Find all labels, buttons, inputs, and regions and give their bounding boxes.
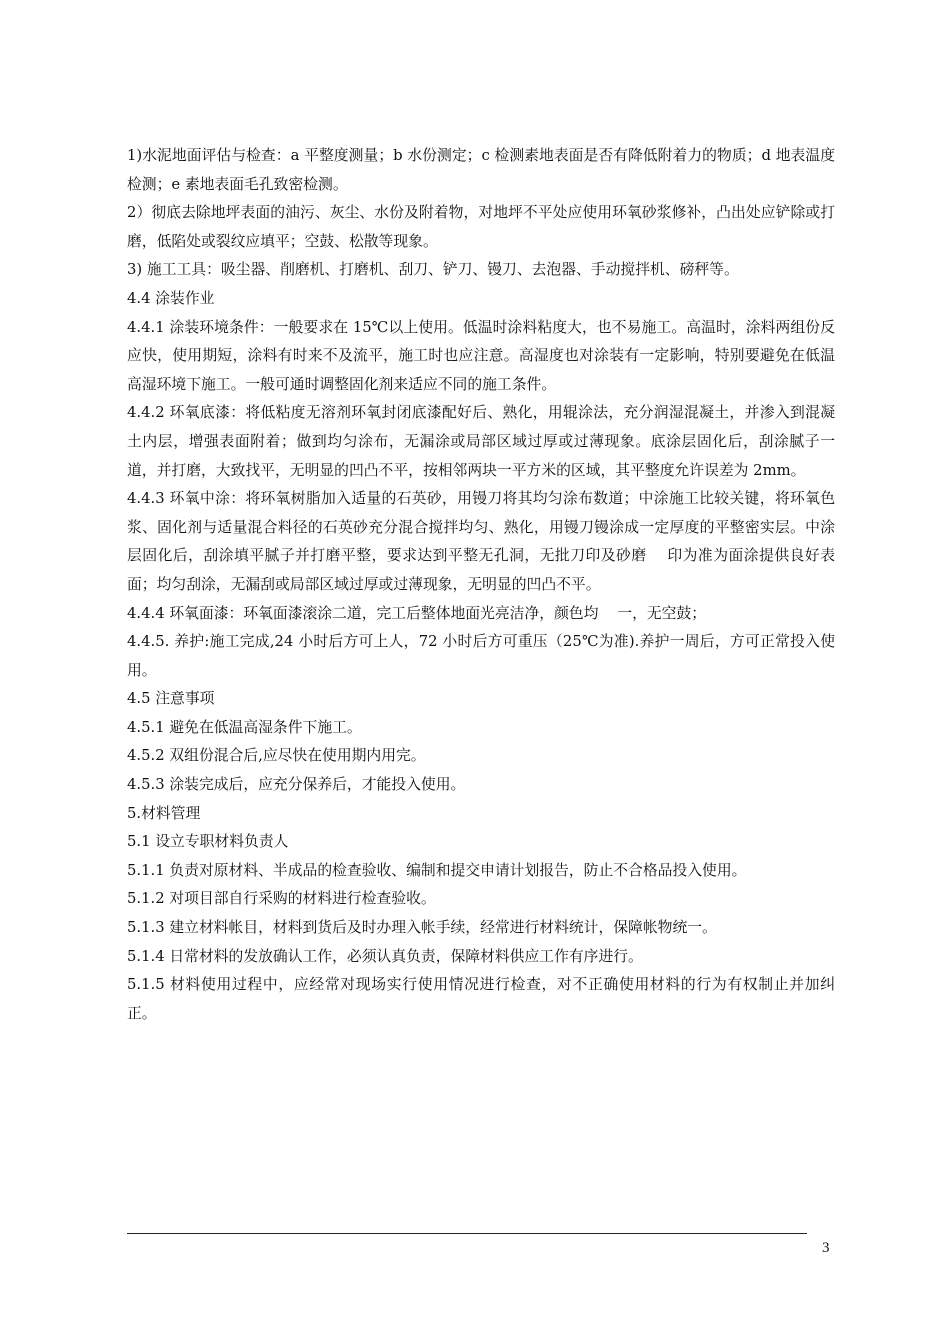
paragraph-5-1-5: 5.1.5 材料使用过程中，应经常对现场实行使用情况进行检查，对不正确使用材料的行为有权制止并加纠正。 — [127, 976, 835, 1022]
document-body — [127, 142, 835, 1028]
paragraph-4-5-2: 4.5.2 双组份混合后,应尽快在使用期内用完。 — [127, 747, 426, 765]
section-heading-5-1: 5.1 设立专职材料负责人 — [127, 833, 289, 851]
paragraph-4-4-3: 4.4.3 环氧中涂：将环氧树脂加入适量的石英砂，用镘刀将其均匀涂布数道；中涂施工比较关键，将环氧色浆、固化剂与适量混合料径的石英砂充分混合搅拌均匀、熟化，用镘刀镘涂成一定厚度的平整密实层。中涂层固化后，刮涂填平腻子并打磨平整，要求达到平整无孔洞，无批刀印及砂磨 印为准为面涂提供良好表面；均匀刮涂，无漏刮或局部区域过厚或过薄现象，无明显的凹凸不平。 — [127, 490, 835, 593]
paragraph-5-1-4: 5.1.4 日常材料的发放确认工作，必须认真负责，保障材料供应工作有序进行。 — [127, 947, 643, 965]
section-heading-4-5: 4.5 注意事项 — [127, 690, 215, 708]
section-heading-5: 5.材料管理 — [127, 804, 201, 822]
section-heading-4-4: 4.4 涂装作业 — [127, 289, 215, 307]
paragraph-3: 3) 施工工具：吸尘器、削磨机、打磨机、刮刀、铲刀、镘刀、去泡器、手动搅拌机、磅秤等。 — [127, 261, 739, 279]
footer-divider — [127, 1233, 807, 1234]
paragraph-4-4-1: 4.4.1 涂装环境条件：一般要求在 15℃以上使用。低温时涂料粘度大，也不易施工。高温时，涂料两组份反应快，使用期短，涂料有时来不及流平，施工时也应注意。高湿度也对涂装有一定影响，特别要避免在低温高湿环境下施工。一般可通时调整固化剂来适应不同的施工条件。 — [127, 318, 835, 393]
paragraph-2: 2）彻底去除地坪表面的油污、灰尘、水份及附着物，对地坪不平处应使用环氧砂浆修补，凸出处应铲除或打磨，低陷处或裂纹应填平；空鼓、松散等现象。 — [127, 204, 835, 250]
paragraph-5-1-2: 5.1.2 对项目部自行采购的材料进行检查验收。 — [127, 890, 436, 908]
paragraph-4-5-1: 4.5.1 避免在低温高湿条件下施工。 — [127, 718, 362, 736]
paragraph-4-4-2: 4.4.2 环氧底漆：将低粘度无溶剂环氧封闭底漆配好后、熟化，用辊涂法，充分润湿混凝土，并渗入到混凝土内层，增强表面附着；做到均匀涂布，无漏涂或局部区域过厚或过薄现象。底涂层固化后，刮涂腻子一道，并打磨，大致找平，无明显的凹凸不平，按相邻两块一平方米的区域，其平整度允许误差为 2mm。 — [127, 404, 835, 479]
paragraph-4-5-3: 4.5.3 涂装完成后，应充分保养后，才能投入使用。 — [127, 776, 466, 794]
paragraph-5-1-1: 5.1.1 负责对原材料、半成品的检查验收、编制和提交申请计划报告，防止不合格品投入使用。 — [127, 861, 747, 879]
paragraph-1: 1)水泥地面评估与检查：a 平整度测量；b 水份测定；c 检测素地表面是否有降低附着力的物质；d 地表温度检测；e 素地表面毛孔致密检测。 — [127, 147, 835, 193]
paragraph-4-4-5: 4.4.5. 养护:施工完成,24 小时后方可上人，72 小时后方可重压（25℃为准).养护一周后，方可正常投入使用。 — [127, 633, 835, 679]
paragraph-5-1-3: 5.1.3 建立材料帐目，材料到货后及时办理入帐手续，经常进行材料统计，保障帐物统一。 — [127, 919, 717, 937]
page-number: 3 — [822, 1240, 830, 1256]
paragraph-4-4-4: 4.4.4 环氧面漆：环氧面漆滚涂二道，完工后整体地面光亮洁净，颜色均 一，无空鼓； — [127, 604, 707, 622]
